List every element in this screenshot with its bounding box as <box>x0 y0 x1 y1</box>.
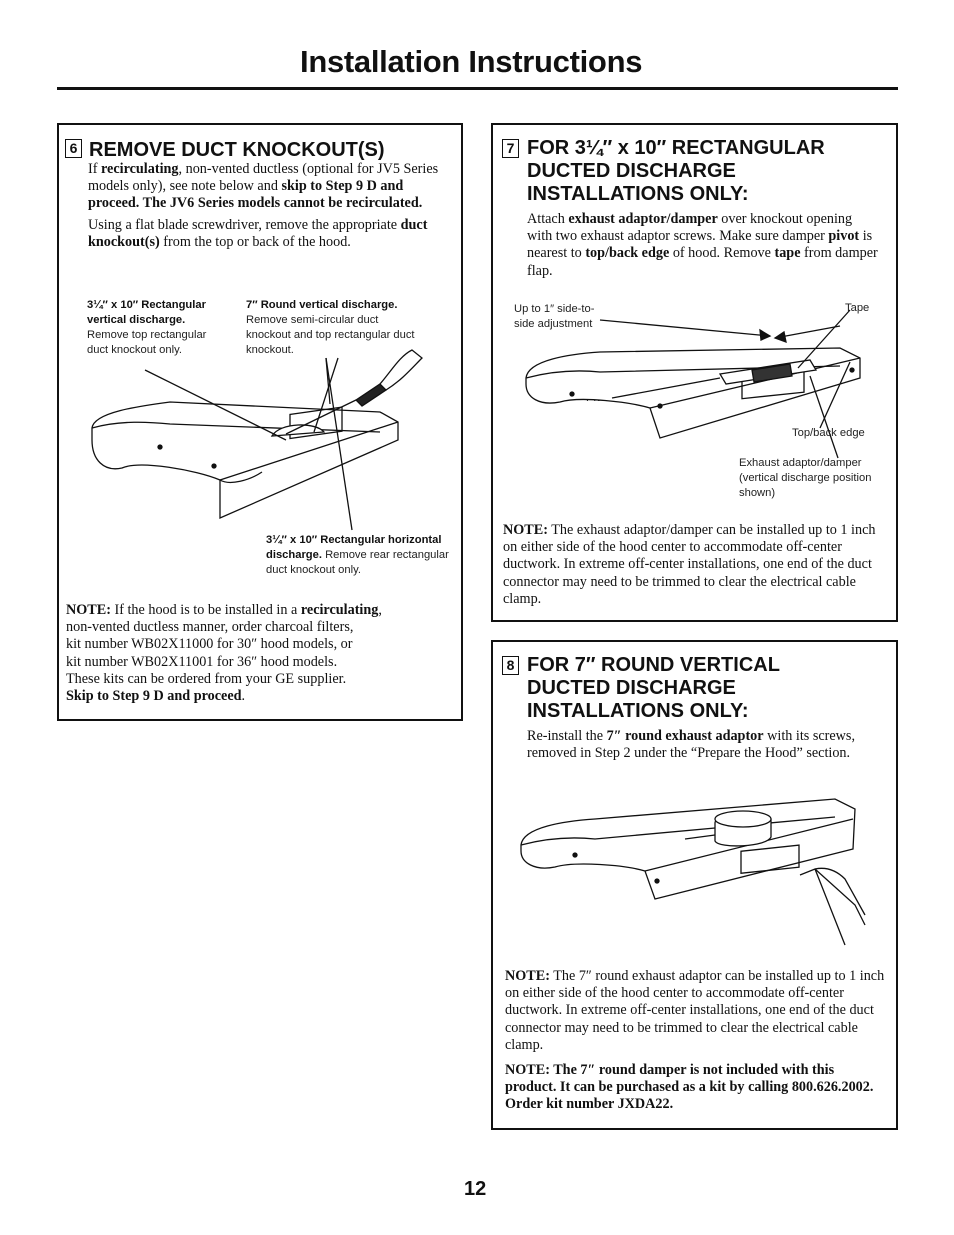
step-7-number: 7 <box>502 139 519 158</box>
label-vertical-discharge: 3¼″ x 10″ Rectangular vertical discharge. Remove top rectangular duct knockout only. <box>87 299 207 356</box>
label-round-discharge: 7″ Round vertical discharge. Remove semi-circular duct knockout and top rectangular duct knockout. <box>246 299 415 356</box>
label-exhaust-adaptor: Exhaust adaptor/damper (vertical discharge position shown) <box>739 457 872 499</box>
round-adaptor-diagram <box>515 795 865 945</box>
label-tape: Tape <box>845 302 870 314</box>
step-6-paragraph-2: Using a flat blade screwdriver, remove the appropriate duct knockout(s) from the top or back of the hood. <box>88 216 428 250</box>
step-6-number: 6 <box>65 139 82 158</box>
label-side-adjustment: Up to 1″ side-to-side adjustment <box>514 303 595 330</box>
label-top-back-edge: Top/back edge <box>792 427 865 439</box>
step-8-heading: FOR 7″ ROUND VERTICAL DUCTED DISCHARGE INSTALLATIONS ONLY: <box>527 654 780 722</box>
hood-knockout-diagram <box>80 340 440 540</box>
step-7-instructions: Attach exhaust adaptor/damper over knockout opening with two exhaust adaptor screws. Make sure damper pivot is nearest to top/back edge of hood. Remove tape from damper flap. <box>527 211 878 279</box>
title-rule <box>57 87 898 90</box>
step-6-note: NOTE: If the hood is to be installed in a recirculating, non-vented ductless manner, order charcoal filters, kit number WB02X11000 for 30″ hood models, or kit number WB02X11001 for 36″ hood models. These kits can be ordered from your GE supplier. Skip to Step 9 D and proceed. <box>66 602 382 705</box>
page-number: 12 <box>464 1178 487 1200</box>
step-8-instructions: Re-install the 7″ round exhaust adaptor with its screws, removed in Step 2 under the “Prepare the Hood” section. <box>527 728 856 762</box>
step-6-instructions <box>88 161 448 255</box>
label-horizontal-discharge: 3¼″ x 10″ Rectangular horizontal discharge. Remove rear rectangular duct knockout only. <box>266 534 449 576</box>
page-title: Installation Instructions <box>300 44 643 79</box>
step-6-heading: REMOVE DUCT KNOCKOUT(S) <box>89 139 385 161</box>
damper-diagram <box>520 318 870 448</box>
step-7-note: NOTE: The exhaust adaptor/damper can be installed up to 1 inch on either side of the hood center to accommodate off-center ductwork. In extreme off-center installations, one end of the duct connector may need to be trimmed to clear the electrical cable clamp. <box>503 522 876 607</box>
step-7-heading: FOR 3¼″ x 10″ RECTANGULAR DUCTED DISCHARGE INSTALLATIONS ONLY: <box>527 137 825 205</box>
step-8-number: 8 <box>502 656 519 675</box>
step-8-note: NOTE: The 7″ round exhaust adaptor can be installed up to 1 inch on either side of the hood center to accommodate off-center ductwork. In extreme off-center installations, one end of the duct connector may need to be trimmed to clear the electrical cable clamp. NOTE: The 7″ round damper is not included with this product. It can be purchased as a kit by calling 800.626.2002. Order kit number JXDA22. <box>505 968 885 1113</box>
step-6-paragraph-1: If recirculating, non-vented ductless (optional for JV5 Series models only), see note below and skip to Step 9 D and proceed. The JV6 Series models cannot be recirculated. <box>88 161 439 212</box>
